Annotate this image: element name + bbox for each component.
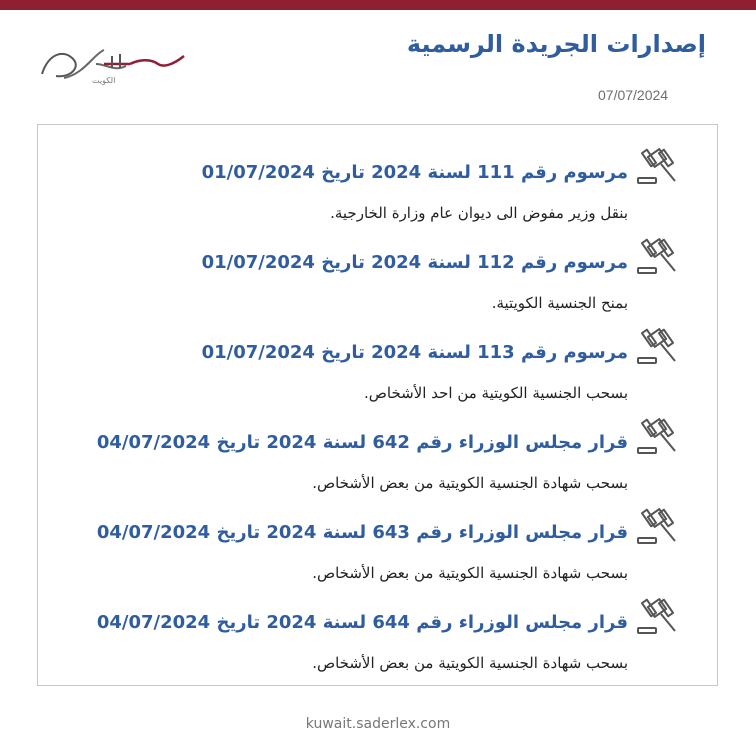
item-title-link[interactable]: قرار مجلس الوزراء رقم 643 لسنة 2024 تاريخ 04/07/2024: [96, 522, 628, 543]
gavel-icon: [636, 237, 680, 277]
gazette-item[interactable]: [96, 597, 680, 687]
footer-site-link[interactable]: kuwait.saderlex.com: [305, 716, 451, 732]
item-description: بسحب الجنسية الكويتية من احد الأشخاص.: [364, 384, 628, 402]
item-description: بسحب شهادة الجنسية الكويتية من بعض الأشخاص.: [312, 654, 628, 672]
gavel-icon: [636, 597, 680, 637]
item-title-link[interactable]: مرسوم رقم 113 لسنة 2024 تاريخ 01/07/2024: [201, 342, 628, 363]
page-date: 07/07/2024: [598, 87, 669, 103]
item-description: بنقل وزير مفوض الى ديوان عام وزارة الخارجية.: [330, 204, 628, 222]
gazette-item[interactable]: [96, 507, 680, 597]
saderlex-logo: [34, 34, 194, 86]
item-title-link[interactable]: قرار مجلس الوزراء رقم 642 لسنة 2024 تاريخ 04/07/2024: [96, 432, 628, 453]
gazette-item[interactable]: [160, 327, 680, 417]
item-description: بسحب شهادة الجنسية الكويتية من بعض الأشخاص.: [312, 564, 628, 582]
page-title: إصدارات الجريدة الرسمية: [406, 30, 706, 58]
logo-subtext: الكويت: [92, 76, 116, 85]
gazette-item[interactable]: [160, 147, 680, 237]
item-title-link[interactable]: مرسوم رقم 111 لسنة 2024 تاريخ 01/07/2024: [201, 162, 628, 183]
gazette-list-panel: [37, 124, 718, 686]
item-title-link[interactable]: مرسوم رقم 112 لسنة 2024 تاريخ 01/07/2024: [201, 252, 628, 273]
item-description: بسحب شهادة الجنسية الكويتية من بعض الأشخاص.: [312, 474, 628, 492]
gazette-item[interactable]: [96, 417, 680, 507]
gazette-item[interactable]: [160, 237, 680, 327]
gavel-icon: [636, 417, 680, 457]
item-description: بمنح الجنسية الكويتية.: [491, 294, 628, 312]
top-brand-bar: [0, 0, 756, 10]
gavel-icon: [636, 147, 680, 187]
gavel-icon: [636, 327, 680, 367]
gavel-icon: [636, 507, 680, 547]
item-title-link[interactable]: قرار مجلس الوزراء رقم 644 لسنة 2024 تاريخ 04/07/2024: [96, 612, 628, 633]
